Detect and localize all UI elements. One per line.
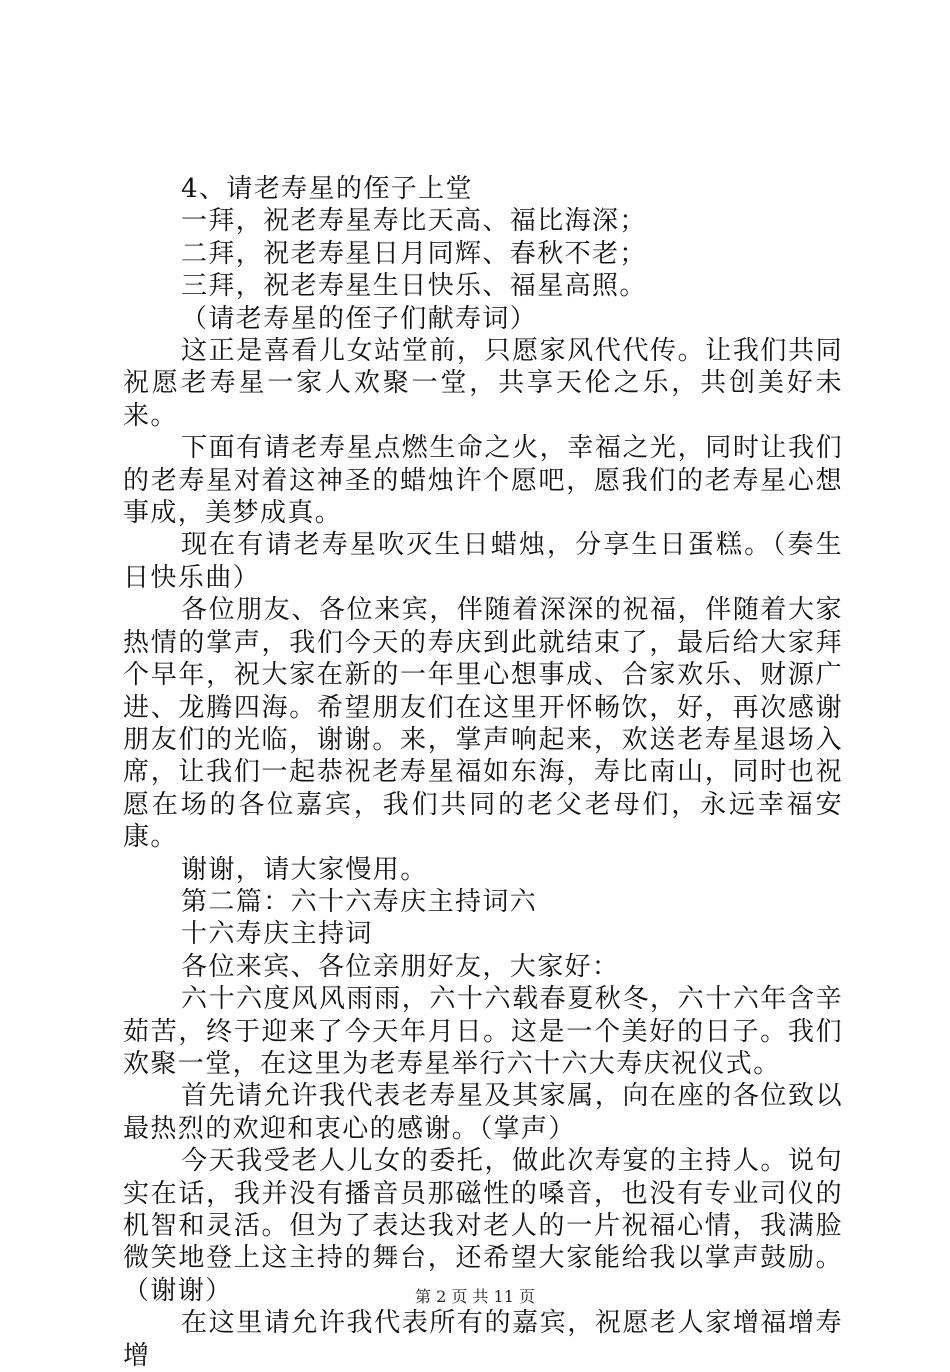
paragraph: 首先请允许我代表老寿星及其家属，向在座的各位致以最热烈的欢迎和衷心的感谢。（掌声） bbox=[123, 1081, 843, 1144]
paragraph: 谢谢，请大家慢用。 bbox=[181, 854, 428, 885]
paragraph: 六十六度风风雨雨，六十六载春夏秋冬，六十六年含辛茹苦，终于迎来了今天年月日。这是一个美好的日子。我们欢聚一堂，在这里为老寿星举行六十六大寿庆祝仪式。 bbox=[123, 984, 843, 1079]
page-number-footer: 第 2 页 共 11 页 bbox=[415, 1287, 535, 1306]
paragraph: 这正是喜看儿女站堂前，只愿家风代代传。让我们共同祝愿老寿星一家人欢聚一堂，共享天伦之乐，共创美好未来。 bbox=[123, 336, 843, 431]
paragraph: 现在有请老寿星吹灭生日蜡烛，分享生日蛋糕。（奏生日快乐曲） bbox=[123, 530, 843, 593]
section-subheading: 十六寿庆主持词 bbox=[181, 919, 373, 950]
paragraph: 三拜，祝老寿星生日快乐、福星高照。 bbox=[181, 271, 647, 302]
paragraph: 在这里请允许我代表所有的嘉宾，祝愿老人家增福增寿增 bbox=[123, 1308, 843, 1371]
paragraph: 各位来宾、各位亲朋好友，大家好： bbox=[181, 951, 620, 982]
paragraph: 各位朋友、各位来宾，伴随着深深的祝福，伴随着大家热情的掌声，我们今天的寿庆到此就结束了，最后给大家拜个早年，祝大家在新的一年里心想事成、合家欢乐、财源广进、龙腾四海。希望朋友们在这里开怀畅饮，好，再次感谢朋友们的光临，谢谢。来，掌声响起来，欢送老寿星退场入席，让我们一起恭祝老寿星福如东海，寿比南山，同时也祝愿在场的各位嘉宾，我们共同的老父老母们，永远幸福安康。 bbox=[123, 595, 843, 853]
paragraph: 今天我受老人儿女的委托，做此次寿宴的主持人。说句实在话，我并没有播音员那磁性的嗓音，也没有专业司仪的机智和灵活。但为了表达我对老人的一片祝福心情，我满脸微笑地登上这主持的舞台，还希望大家能给我以掌声鼓励。（谢谢） bbox=[123, 1146, 843, 1306]
paragraph: 二拜，祝老寿星日月同辉、春秋不老； bbox=[181, 238, 647, 269]
paragraph: 下面有请老寿星点燃生命之火，幸福之光，同时让我们的老寿星对着这神圣的蜡烛许个愿吧，愿我们的老寿星心想事成，美梦成真。 bbox=[123, 433, 843, 529]
section-heading: 第二篇：六十六寿庆主持词六 bbox=[181, 886, 538, 917]
document-body bbox=[123, 173, 843, 1372]
paragraph: （请老寿星的侄子们献寿词） bbox=[181, 303, 538, 334]
paragraph: 4、请老寿星的侄子上堂 bbox=[181, 174, 473, 204]
paragraph: 一拜，祝老寿星寿比天高、福比海深； bbox=[181, 206, 647, 237]
